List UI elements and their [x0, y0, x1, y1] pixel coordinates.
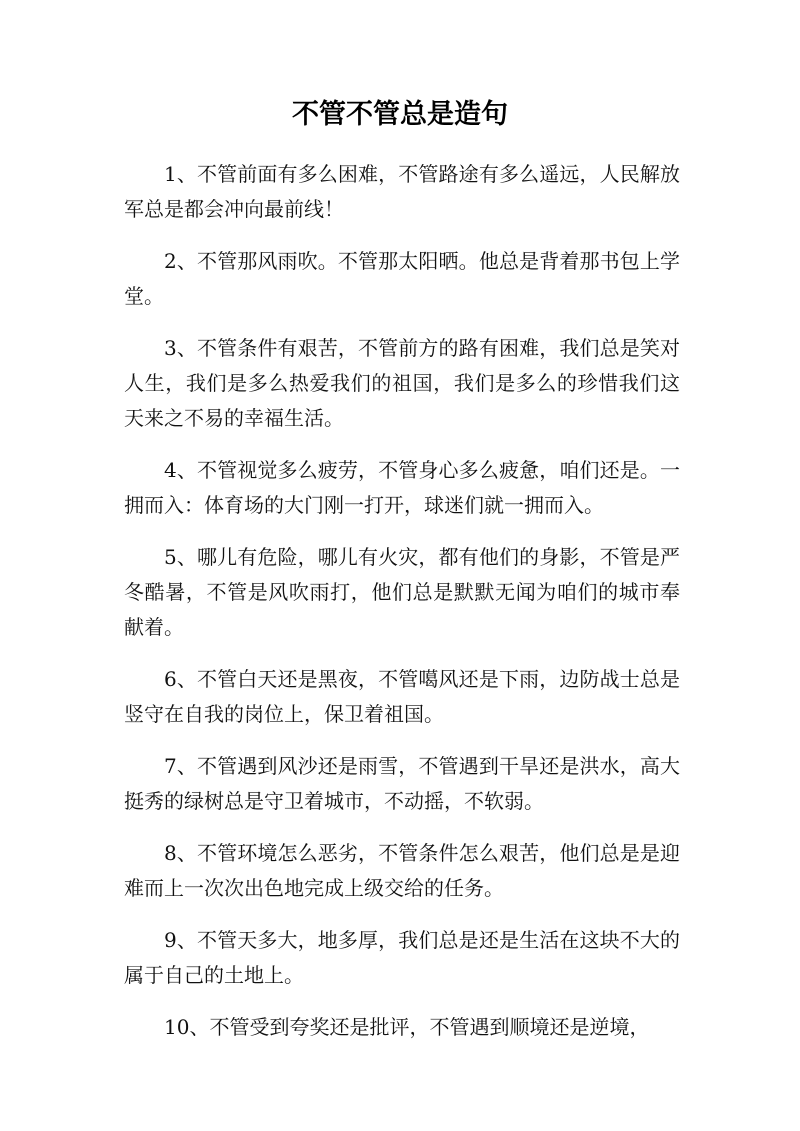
paragraph: 2、不管那风雨吹。不管那太阳晒。他总是背着那书包上学堂。 [124, 249, 680, 308]
paragraph: 5、哪儿有危险，哪儿有火灾，都有他们的身影，不管是严冬酷暑，不管是风吹雨打，他们总是默默无闻为咱们的城市奉献着。 [124, 545, 680, 639]
paragraph: 8、不管环境怎么恶劣，不管条件怎么艰苦，他们总是是迎难而上一次次出色地完成上级交给的任务。 [124, 841, 680, 900]
paragraph: 1、不管前面有多么困难，不管路途有多么遥远，人民解放军总是都会冲向最前线！ [124, 162, 680, 221]
paragraph: 3、不管条件有艰苦，不管前方的路有困难，我们总是笑对人生，我们是多么热爱我们的祖国，我们是多么的珍惜我们这天来之不易的幸福生活。 [124, 336, 680, 430]
paragraph: 10、不管受到夸奖还是批评，不管遇到顺境还是逆境， [164, 1015, 650, 1039]
paragraph: 4、不管视觉多么疲劳，不管身心多么疲惫，咱们还是。一拥而入：体育场的大门刚一打开，球迷们就一拥而入。 [124, 458, 680, 517]
document-title: 不管不管总是造句 [292, 99, 508, 130]
document-body [124, 157, 680, 1062]
paragraph: 6、不管白天还是黑夜，不管噶风还是下雨，边防战士总是竖守在自我的岗位上，保卫着祖国。 [124, 667, 680, 726]
paragraph: 7、不管遇到风沙还是雨雪，不管遇到干旱还是洪水，高大挺秀的绿树总是守卫着城市，不动摇，不软弱。 [124, 754, 680, 813]
paragraph: 9、不管天多大，地多厚，我们总是还是生活在这块不大的属于自己的土地上。 [124, 928, 680, 987]
